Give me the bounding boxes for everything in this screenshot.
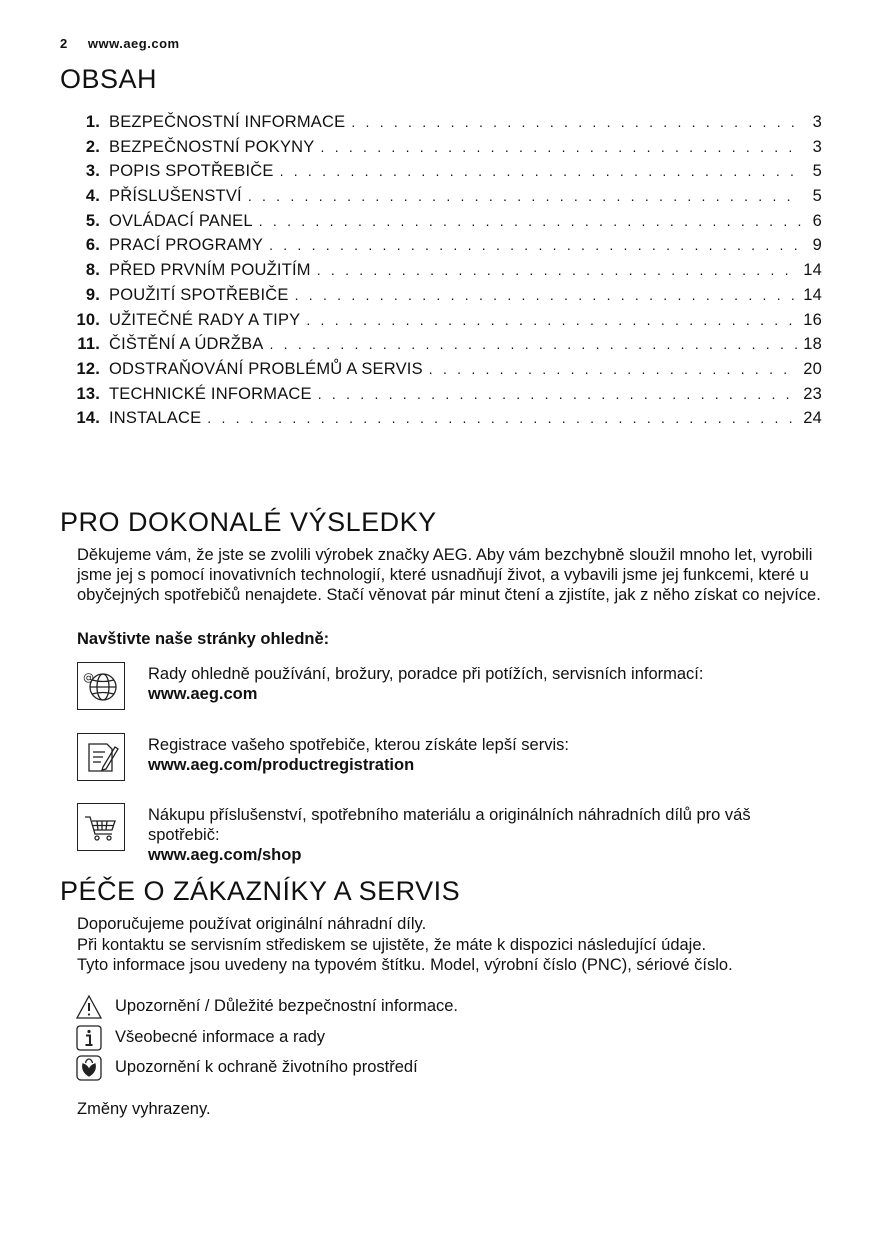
toc-title: OBSAH (60, 64, 158, 94)
toc-leader-dots (280, 163, 802, 179)
toc-entry-number: 2. (85, 137, 100, 156)
care-text-line: Při kontaktu se servisním střediskem se ujistěte, že máte k dispozici následující údaje. (77, 935, 707, 954)
shop-url-link[interactable]: www.aeg.com/shop (148, 846, 302, 864)
toc-leader-dots (429, 361, 797, 377)
website-url-link[interactable]: www.aeg.com (148, 685, 258, 703)
care-text-line: Doporučujeme používat originální náhradní díly. (77, 915, 427, 933)
toc-entry[interactable] (70, 261, 822, 286)
toc-entry[interactable] (70, 286, 822, 311)
care-section-title: PÉČE O ZÁKAZNÍKY A SERVIS (60, 876, 461, 906)
toc-entry[interactable] (70, 212, 822, 237)
shop-info-text (148, 805, 818, 865)
globe-icon (77, 662, 125, 710)
toc-entry-page: 14 (803, 285, 822, 304)
toc-entry-label: ČIŠTĚNÍ A ÚDRŽBA (109, 335, 264, 354)
toc-entry-page: 24 (803, 409, 822, 428)
registration-icon (77, 733, 125, 781)
website-info-text (148, 664, 818, 704)
toc-leader-dots (269, 237, 802, 253)
toc-entry-number: 14. (76, 409, 100, 428)
toc-leader-dots (317, 262, 798, 278)
toc-entry-page: 14 (803, 261, 822, 280)
toc-entry-page: 5 (812, 162, 822, 181)
toc-entry-number: 4. (85, 187, 100, 206)
toc-entry-label: UŽITEČNÉ RADY A TIPY (109, 310, 301, 329)
toc-entry-page: 9 (812, 236, 822, 255)
toc-leader-dots (351, 114, 802, 130)
toc-entry-page: 23 (803, 384, 822, 403)
toc-leader-dots (306, 312, 797, 328)
legend-warning-text: Upozornění / Důležité bezpečnostní informace. (115, 997, 459, 1015)
toc-entry-page: 16 (803, 310, 822, 329)
registration-info-row (77, 733, 822, 785)
toc-entry-number: 13. (76, 384, 100, 403)
toc-entry-page: 20 (803, 359, 822, 378)
info-icon (75, 1025, 103, 1051)
toc-leader-dots (318, 386, 798, 402)
toc-leader-dots (248, 188, 802, 204)
toc-entry-number: 6. (85, 236, 100, 255)
toc-entry-label: BEZPEČNOSTNÍ INFORMACE (109, 113, 346, 131)
toc-entry-number: 8. (85, 261, 100, 280)
toc-entry-label: OVLÁDACÍ PANEL (109, 211, 253, 230)
toc-leader-dots (207, 410, 797, 426)
environment-icon (75, 1055, 103, 1081)
toc-entry-page: 5 (812, 187, 822, 206)
toc-entry-page: 3 (812, 113, 822, 131)
toc-entry[interactable] (70, 138, 822, 163)
toc-entry-label: INSTALACE (109, 409, 202, 428)
toc-entry-number: 11. (77, 335, 100, 354)
toc-entry[interactable] (70, 162, 822, 187)
toc-entry-number: 9. (85, 285, 100, 304)
website-info-row (77, 662, 822, 714)
cart-icon (77, 803, 125, 851)
registration-info-description: Registrace vašeho spotřebiče, kterou získáte lepší servis: (148, 736, 569, 754)
toc-entry-page: 18 (803, 335, 822, 354)
svg-text:@: @ (83, 671, 94, 684)
toc-entry-label: POUŽITÍ SPOTŘEBIČE (109, 285, 289, 304)
care-text (77, 914, 822, 976)
results-section-title: PRO DOKONALÉ VÝSLEDKY (60, 507, 437, 537)
website-info-description: Rady ohledně používání, brožury, poradce při potížích, servisních informací: (148, 665, 704, 683)
warning-icon (75, 994, 103, 1020)
page-number: 2 (60, 36, 68, 51)
toc-entry-label: PŘÍSLUŠENSTVÍ (109, 187, 242, 206)
toc-entry[interactable] (70, 187, 822, 212)
toc-entry-number: 5. (85, 211, 100, 230)
legend-info-row (75, 1025, 675, 1051)
toc-entry[interactable] (70, 113, 822, 138)
toc-leader-dots (259, 213, 802, 229)
registration-url-link[interactable]: www.aeg.com/productregistration (148, 756, 415, 774)
shop-info-description: Nákupu příslušenství, spotřebního materiálu a originálních náhradních dílů pro váš spotřebič: (148, 806, 751, 844)
toc-entry-page: 6 (812, 211, 822, 230)
shop-info-row (77, 803, 822, 864)
results-intro-text: Děkujeme vám, že jste se zvolili výrobek značky AEG. Aby vám bezchybně sloužil mnoho let, vyrobili jsme jej s pomocí inovativních technologií, které usnadňují život, a vybavili jsme jej funkcemi, které u obyčejných spotřebičů nenajdete. Stačí věnovat pár minut čtení a zjistíte, jak z něho získat co nejvíce. (77, 546, 821, 604)
toc-entry-number: 3. (85, 162, 100, 181)
legend-environment-row (75, 1055, 675, 1081)
toc-entry-number: 1. (85, 113, 100, 131)
toc-entry-page: 3 (812, 137, 822, 156)
website-link[interactable]: www.aeg.com (87, 36, 180, 51)
toc-leader-dots (269, 336, 797, 352)
legend-warning-row (75, 994, 675, 1020)
toc-entry-label: PŘED PRVNÍM POUŽITÍM (109, 261, 311, 280)
toc-entry[interactable] (70, 335, 822, 360)
registration-info-text (148, 735, 818, 775)
toc-entry-label: TECHNICKÉ INFORMACE (109, 384, 312, 403)
toc-entry[interactable] (70, 311, 822, 336)
toc-entry[interactable] (70, 385, 822, 410)
toc-leader-dots (295, 287, 798, 303)
toc-entry[interactable] (70, 236, 822, 261)
toc-leader-dots (321, 139, 802, 155)
toc-entry-number: 12. (76, 359, 100, 378)
care-text-line: Tyto informace jsou uvedeny na typovém štítku. Model, výrobní číslo (PNC), sériové číslo. (77, 956, 733, 974)
toc-entry-number: 10. (76, 310, 100, 329)
toc-entry[interactable] (70, 360, 822, 385)
toc-entry-label: POPIS SPOTŘEBIČE (109, 162, 274, 181)
toc-entry-label: BEZPEČNOSTNÍ POKYNY (109, 137, 315, 156)
toc-entry[interactable] (70, 409, 822, 434)
legend-environment-text: Upozornění k ochraně životního prostředí (115, 1058, 418, 1076)
page-header (60, 36, 180, 51)
toc-entry-label: ODSTRAŇOVÁNÍ PROBLÉMŮ A SERVIS (109, 359, 423, 378)
changes-reserved-text: Změny vyhrazeny. (77, 1100, 211, 1118)
visit-heading: Navštivte naše stránky ohledně: (77, 630, 330, 648)
table-of-contents (70, 113, 822, 434)
legend-info-text: Všeobecné informace a rady (115, 1028, 326, 1046)
toc-entry-label: PRACÍ PROGRAMY (109, 236, 264, 255)
